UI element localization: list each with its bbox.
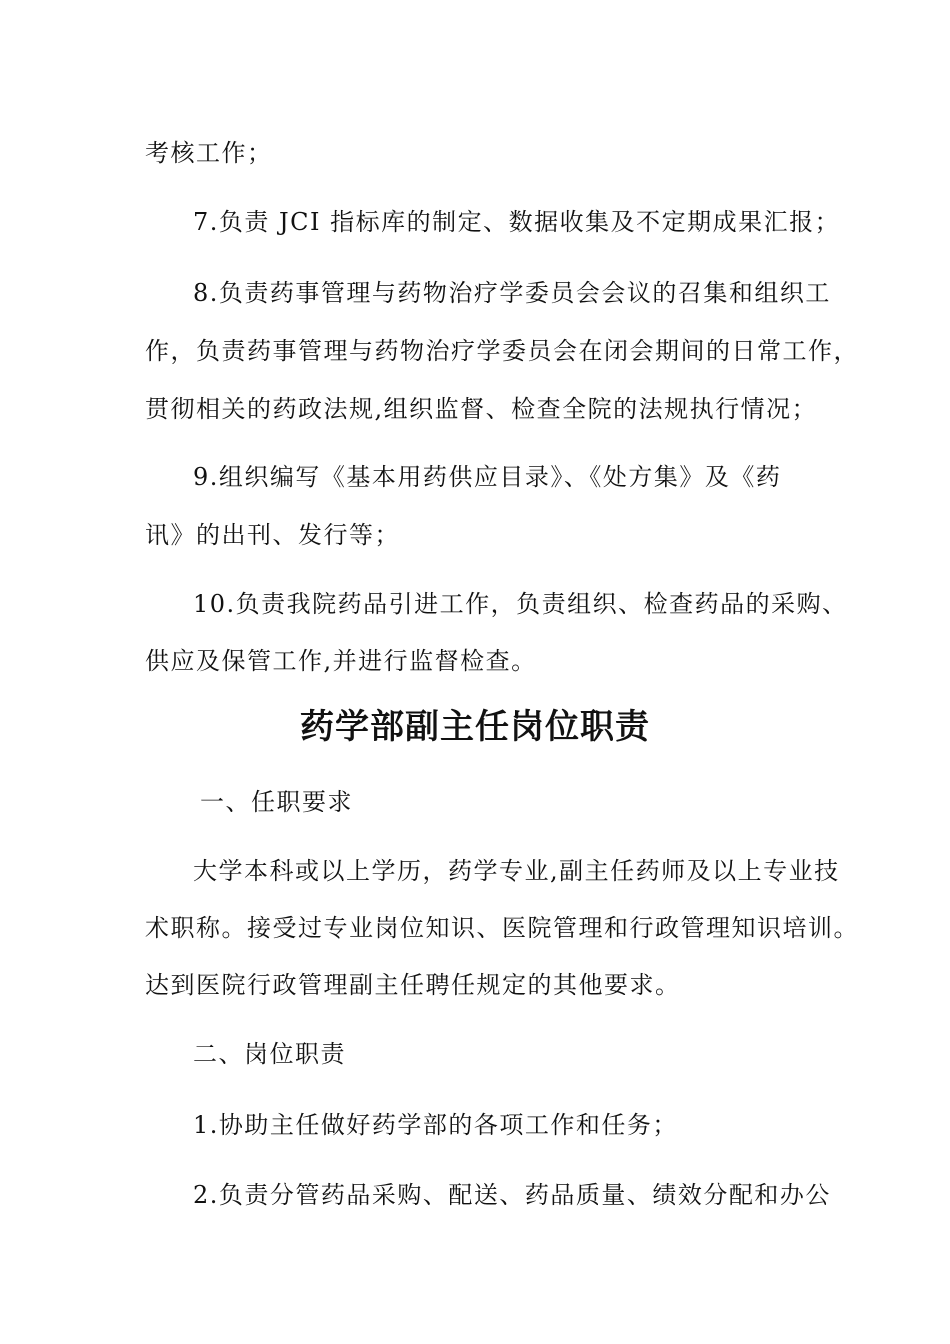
list-item-8-line-2: 作，负责药事管理与药物治疗学委员会在闭会期间的日常工作， <box>145 337 859 365</box>
subsection-heading-duties: 二、岗位职责 <box>193 1040 346 1068</box>
subsection-heading-requirements: 一、任职要求 <box>200 788 353 816</box>
duty-item-2: 2.负责分管药品采购、配送、药品质量、绩效分配和办公 <box>193 1181 831 1209</box>
list-item-9-line-1: 9.组织编写《基本用药供应目录》、《处方集》及《药 <box>193 463 782 491</box>
list-item-7: 7.负责 JCI 指标库的制定、数据收集及不定期成果汇报； <box>193 208 841 236</box>
list-item-8-line-1: 8.负责药事管理与药物治疗学委员会会议的召集和组织工 <box>193 279 831 307</box>
continuation-line: 考核工作； <box>145 139 273 167</box>
list-item-10-line-1: 10.负责我院药品引进工作，负责组织、检查药品的采购、 <box>193 590 848 618</box>
list-item-8-line-3: 贯彻相关的药政法规,组织监督、检查全院的法规执行情况； <box>145 395 818 423</box>
requirements-paragraph-line-3: 达到医院行政管理副主任聘任规定的其他要求。 <box>145 971 681 999</box>
requirements-paragraph-line-2: 术职称。接受过专业岗位知识、医院管理和行政管理知识培训。 <box>145 914 859 942</box>
list-item-10-line-2: 供应及保管工作,并进行监督检查。 <box>145 647 537 675</box>
requirements-paragraph-line-1: 大学本科或以上学历，药学专业,副主任药师及以上专业技 <box>193 857 840 885</box>
section-title: 药学部副主任岗位职责 <box>300 707 650 747</box>
duty-item-1: 1.协助主任做好药学部的各项工作和任务； <box>193 1111 678 1139</box>
list-item-9-line-2: 讯》的出刊、发行等； <box>145 521 400 549</box>
